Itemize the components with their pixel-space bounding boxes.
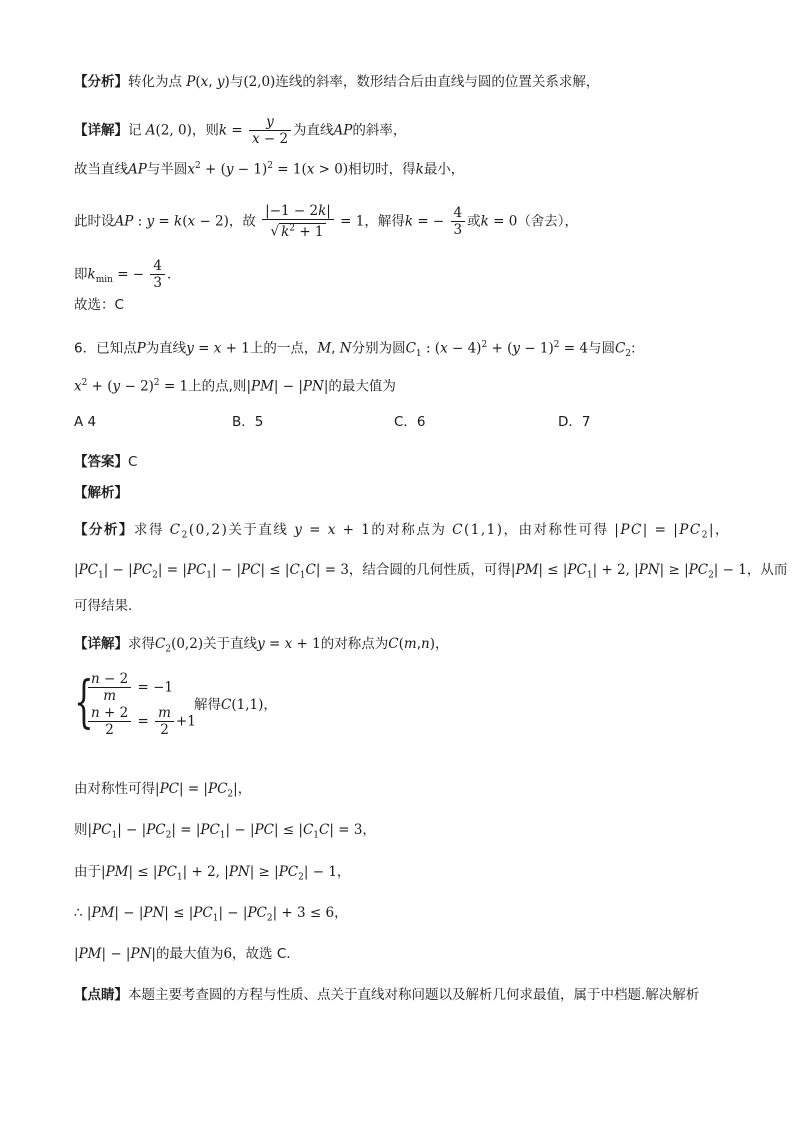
answer-value: C	[128, 454, 138, 470]
q6-detail-max: |PM| − |PN|的最大值为6，故选 C.	[74, 946, 291, 962]
detail-line-4: 即$k_{min}$ = − $\frac{4}{3}$ ．	[74, 258, 181, 291]
text: 此时设	[74, 213, 115, 230]
q6-detail-therefore: ∴ $|PM| - |PN| \le |PC_1| - |PC_2| + 3 \le 6$，	[74, 905, 348, 924]
text: ．	[167, 266, 181, 283]
text: 则	[74, 822, 88, 838]
equation-system: { $\frac{n - 2}{m}$ = −1 $\frac{n + 2}{2}$ = $\frac{m}{2}$ +1 解得C(1,1)，	[74, 670, 277, 738]
text: 本题主要考查圆的方程与性质、点关于直线对称问题以及解析几何求最值，属于中档题.解决解析	[128, 987, 700, 1003]
analysis-label: 【分析】	[74, 74, 128, 90]
text: 的斜率，	[352, 122, 407, 139]
text: ，则	[191, 122, 219, 139]
option-c[interactable]: C．6	[394, 414, 426, 430]
question-6-line-2: $x^2 + (y - 2)^2 = 1$上的点,则|PM| − |PN|的最大值为	[74, 378, 396, 395]
fraction: $\frac{4}{3}$	[451, 205, 466, 238]
text: ，	[434, 636, 449, 652]
q6-analysis-line-3: 可得结果.	[74, 598, 133, 614]
text: 与半圆	[146, 161, 188, 178]
option-d[interactable]: D．7	[558, 414, 591, 430]
text: 为直线	[145, 340, 187, 357]
detail-line-2: 故当直线AP与半圆$x^2 + (y - 1)^2 = 1(x > 0)$相切时，得k最小，	[74, 161, 465, 178]
text: ，解得	[364, 213, 405, 230]
text: 的最大值为	[328, 378, 396, 395]
text: 求得	[128, 636, 155, 652]
fraction: $\frac{4}{3}$	[150, 258, 165, 291]
text: 相切时，得	[348, 161, 416, 178]
text: 连线的斜率，数形结合后由直线与圆的位置关系求解，	[275, 74, 600, 90]
text: 由于	[74, 864, 101, 880]
text: 记	[128, 122, 142, 139]
text: 分别为圆	[351, 340, 406, 357]
q6-analysis-line-1: 【分析】求得 $C_2(0,2)$关于直线 y = x + 1的对称点为 C(1,1)，由对称性可得 $|PC| = |PC_2|$，	[74, 522, 730, 541]
text: 或	[467, 213, 481, 230]
q6-analysis-line-2: $|PC_1| - |PC_2| = |PC_1| - |PC| \le |C_1C| = 3$，结合圆的几何性质，可得$|PM| \le |PC_1| + 2$, $|PN| \ge |PC_2| - 1$，从而	[74, 562, 788, 581]
detail-line-3: 此时设AP : y = k(x − 2)，故 $\frac{|-1 - 2k|}{√ k^2 + 1}$ = 1，解得k = − $\frac{4}{3}$ 或k = 0（舍去），	[74, 203, 579, 240]
options-row	[74, 412, 734, 432]
jiexi-line	[74, 483, 734, 503]
option-b[interactable]: B．5	[232, 414, 264, 430]
text: 解得	[194, 697, 221, 713]
answer-line	[74, 452, 734, 472]
text: 已知点	[96, 340, 137, 357]
therefore-symbol: ∴	[74, 905, 83, 921]
question-6-line-1: 6．已知点P为直线y = x + 1上的一点，M, N分别为圆$C_1$ : $(x - 4)^2 + (y - 1)^2 = 4$与圆$C_2$:	[74, 340, 636, 360]
text: ，从而	[746, 562, 788, 578]
detail-line-1: 【详解】记 A(2, 0)，则k = $\frac{y}{x - 2}$ 为直线AP的斜率，	[74, 114, 407, 147]
text: 为直线	[293, 122, 334, 139]
text: 的对称点为	[320, 636, 389, 652]
question-number: 6．	[74, 340, 97, 357]
q6-detail-label: 【详解】	[74, 636, 128, 652]
answer-label: 【答案】	[74, 454, 128, 470]
q6-detail-then: 则$|PC_1| - |PC_2| = |PC_1| - |PC| \le |C_1C| = 3$，	[74, 822, 376, 841]
analysis-line: 【分析】转化为点 P(x, y)与(2,0)连线的斜率，数形结合后由直线与圆的位置关系求解，	[74, 74, 600, 90]
text: ，故选 C.	[232, 946, 291, 962]
q6-detail-sym: 由对称性可得$|PC| = |PC_2|$，	[74, 781, 252, 800]
text: 求得	[134, 522, 164, 538]
equation-2: $\frac{n + 2}{2}$ = $\frac{m}{2}$ +1	[86, 705, 196, 738]
text: 转化为点	[128, 74, 182, 90]
text: 的最大值为	[155, 946, 224, 962]
text: 即	[74, 266, 88, 283]
q6-detail-line-1: 【详解】求得$C_2(0,2)$关于直线y = x + 1的对称点为C(m,n)，	[74, 636, 449, 655]
equation-1: $\frac{n - 2}{m}$ = −1	[86, 671, 173, 704]
text: 最小，	[423, 161, 465, 178]
text: 与	[229, 74, 244, 90]
fraction: $\frac{|-1 - 2k|}{√ k^2 + 1}$	[262, 203, 334, 240]
q6-analysis-label: 【分析】	[74, 522, 134, 538]
solve-text: 解得C(1,1)，	[194, 697, 277, 713]
text: 上的点,则	[188, 378, 247, 395]
choose-line: 故选：C	[74, 297, 124, 313]
text: 上的一点，	[249, 340, 318, 357]
text: ，结合圆的几何性质，可得	[348, 562, 511, 578]
comment-label: 【点睛】	[74, 987, 128, 1003]
text: 的对称点为	[371, 522, 447, 538]
detail-label: 【详解】	[74, 122, 128, 139]
text: 故当直线	[74, 161, 128, 178]
text: ，	[715, 522, 730, 538]
text: ，故	[228, 213, 256, 230]
option-a[interactable]: A 4	[74, 414, 97, 430]
text: （舍去），	[517, 213, 579, 230]
text: 关于直线	[203, 636, 258, 652]
comment-line	[74, 985, 734, 1005]
q6-detail-since: 由于$|PM| \le |PC_1| + 2$, $|PN| \ge |PC_2| - 1$，	[74, 864, 351, 883]
text: ，由对称性可得	[503, 522, 609, 538]
jiexi-label: 【解析】	[74, 485, 128, 501]
text: 由对称性可得	[74, 781, 155, 797]
text: 关于直线	[228, 522, 289, 538]
fraction: $\frac{y}{x - 2}$	[249, 114, 291, 147]
text: 与圆	[587, 340, 615, 357]
